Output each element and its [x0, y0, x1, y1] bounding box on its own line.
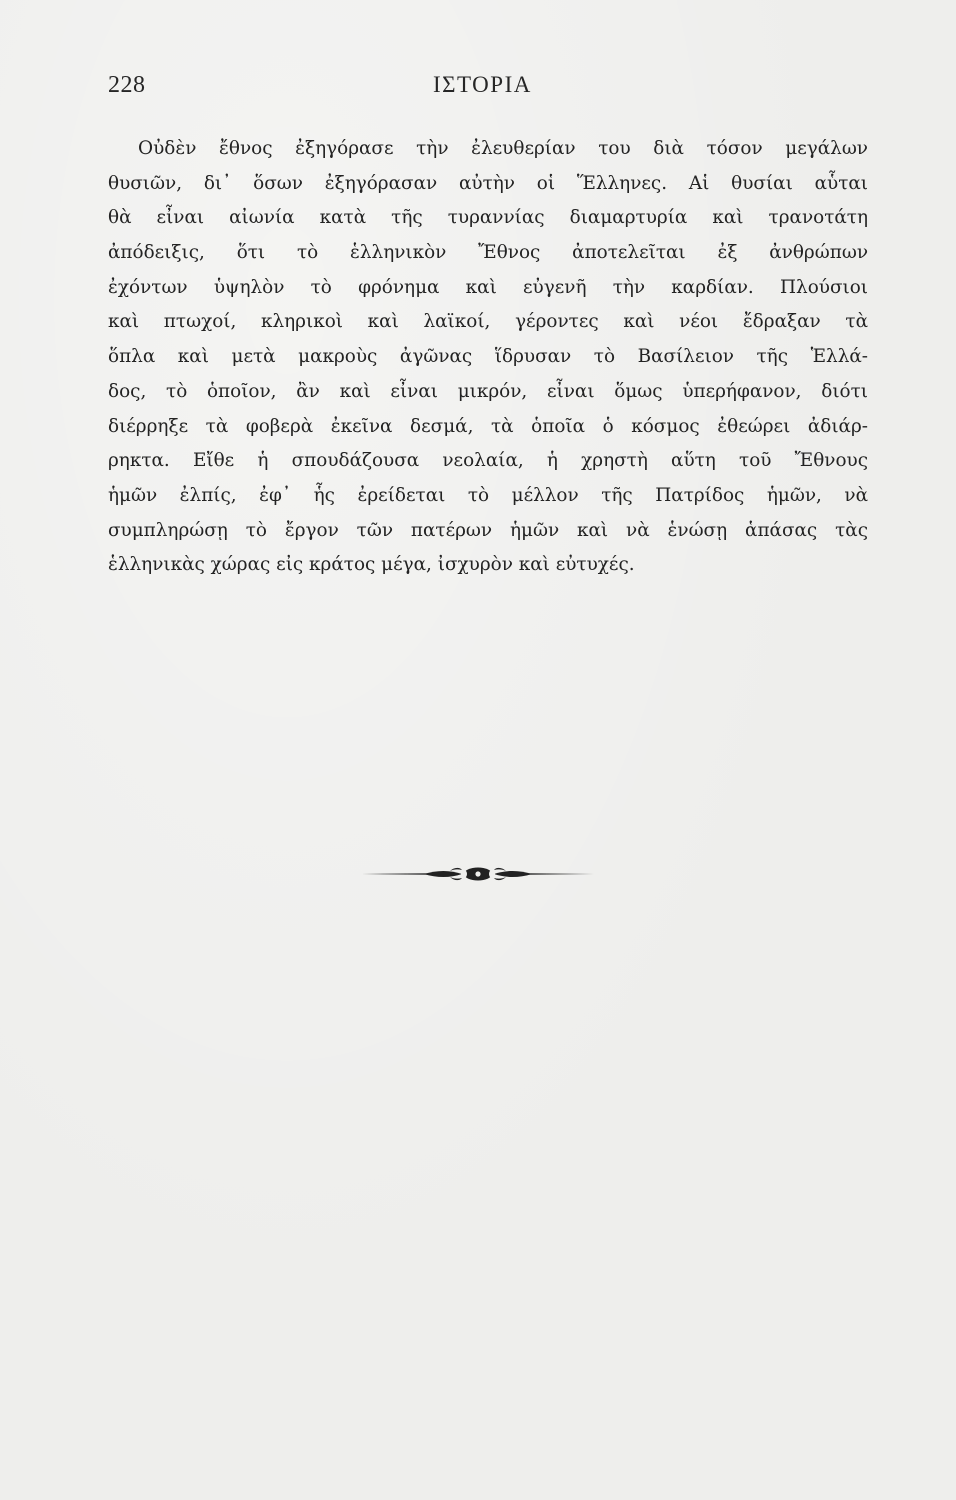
- text-line: συμπληρώσῃ τὸ ἔργον τῶν πατέρων ἡμῶν καὶ νὰ ἑνώσῃ ἁπάσας τὰς: [108, 519, 868, 541]
- text-line: ὅπλα καὶ μετὰ μακροὺς ἀγῶνας ἵδρυσαν τὸ Βασίλειον τῆς Ἑλλά-: [108, 346, 868, 368]
- body-paragraph: [108, 132, 868, 583]
- page-number: 228: [108, 72, 146, 98]
- text-line: δος, τὸ ὁποῖον, ἂν καὶ εἶναι μικρόν, εἶναι ὅμως ὑπερήφανον, διότι: [108, 380, 868, 402]
- text-line: θὰ εἶναι αἰωνία κατὰ τῆς τυραννίας διαμαρτυρία καὶ τρανοτάτη: [108, 207, 868, 229]
- running-title: ΙΣΤΟΡΙΑ: [433, 72, 532, 97]
- text-line: ρηκτα. Εἴθε ἡ σπουδάζουσα νεολαία, ἡ χρηστὴ αὕτη τοῦ Ἔθνους: [108, 450, 868, 472]
- text-line: διέρρηξε τὰ φοβερὰ ἐκεῖνα δεσμά, τὰ ὁποῖα ὁ κόσμος ἐθεώρει ἀδιάρ-: [108, 415, 868, 437]
- text-line: ἐχόντων ὑψηλὸν τὸ φρόνημα καὶ εὐγενῆ τὴν καρδίαν. Πλούσιοι: [108, 276, 868, 298]
- tailpiece-ornament-icon: [362, 862, 594, 886]
- text-line: ἀπόδειξις, ὅτι τὸ ἑλληνικὸν Ἔθνος ἀποτελεῖται ἐξ ἀνθρώπων: [108, 242, 868, 264]
- running-head: [108, 72, 864, 108]
- text-line: καὶ πτωχοί, κληρικοὶ καὶ λαϊκοί, γέροντες καὶ νέοι ἔδραξαν τὰ: [108, 311, 868, 333]
- text-line: ἑλληνικὰς χώρας εἰς κράτος μέγα, ἰσχυρὸν καὶ εὐτυχές.: [108, 554, 635, 576]
- text-line: ἡμῶν ἐλπίς, ἐφ᾽ ἧς ἐρείδεται τὸ μέλλον τῆς Πατρίδος ἡμῶν, νὰ: [108, 484, 868, 506]
- text-line: θυσιῶν, δι᾽ ὅσων ἐξηγόρασαν αὐτὴν οἱ Ἕλληνες. Αἱ θυσίαι αὗται: [108, 172, 868, 194]
- text-line: Οὐδὲν ἔθνος ἐξηγόρασε τὴν ἐλευθερίαν του διὰ τόσον μεγάλων: [138, 138, 868, 159]
